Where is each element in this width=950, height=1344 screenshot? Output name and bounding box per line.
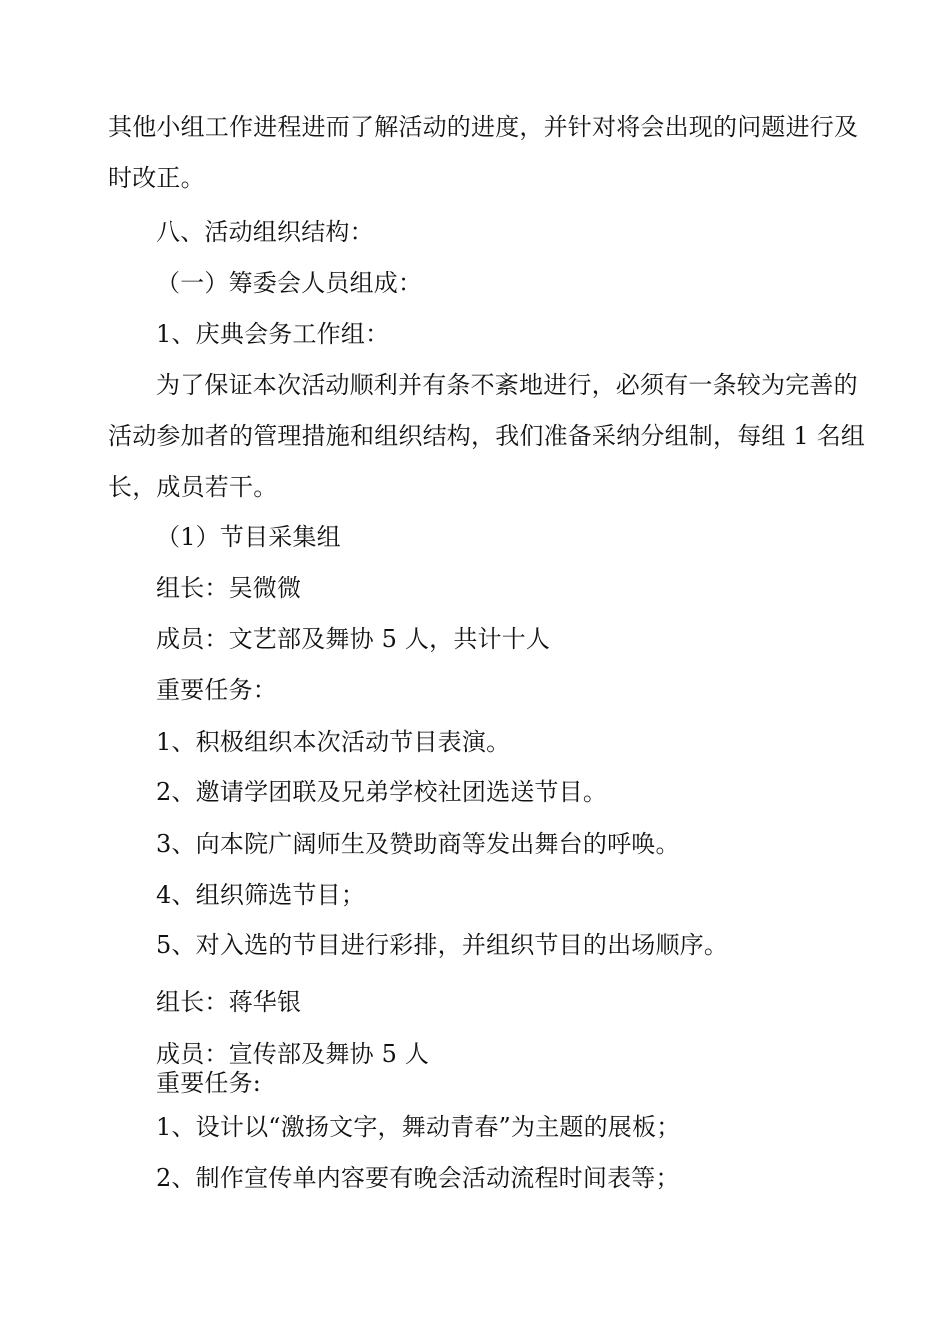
intro-line-1: 其他小组工作进程进而了解活动的进度，并针对将会出现的问题进行及 [108, 113, 859, 141]
team1-task-3: 3、向本院广阔师生及赞助商等发出舞台的呼唤。 [156, 830, 680, 858]
team2-task-1: 1、设计以“激扬文字，舞动青春”为主题的展板； [156, 1113, 681, 1141]
team1-leader: 组长：吴微微 [156, 574, 302, 602]
team1-task-2: 2、邀请学团联及兄弟学校社团选送节目。 [156, 778, 608, 806]
team2-tasks-label: 重要任务: [156, 1069, 262, 1097]
team1-task-4: 4、组织筛选节目； [156, 881, 366, 909]
team2-leader: 组长：蒋华银 [156, 988, 302, 1016]
group-paragraph-line-1: 为了保证本次活动顺利并有条不紊地进行，必须有一条较为完善的 [156, 371, 858, 399]
subsection-heading: （一）筹委会人员组成： [156, 269, 423, 297]
team1-members: 成员：文艺部及舞协 5 人，共计十人 [156, 625, 551, 653]
team1-title: （1）节目采集组 [156, 523, 341, 551]
team1-task-1: 1、积极组织本次活动节目表演。 [156, 728, 511, 756]
team2-task-2: 2、制作宣传单内容要有晚会活动流程时间表等； [156, 1164, 680, 1192]
team1-tasks-label: 重要任务： [156, 676, 277, 704]
group-paragraph-line-3: 长，成员若干。 [108, 473, 278, 501]
team1-task-5: 5、对入选的节目进行彩排，并组织节目的出场顺序。 [156, 931, 729, 959]
team2-members: 成员：宣传部及舞协 5 人 [156, 1040, 430, 1068]
group-heading: 1、庆典会务工作组： [156, 320, 390, 348]
section-heading: 八、活动组织结构： [156, 218, 374, 246]
intro-line-2: 时改正。 [108, 164, 205, 192]
group-paragraph-line-2: 活动参加者的管理措施和组织结构，我们准备采纳分组制，每组 1 名组 [108, 422, 866, 450]
